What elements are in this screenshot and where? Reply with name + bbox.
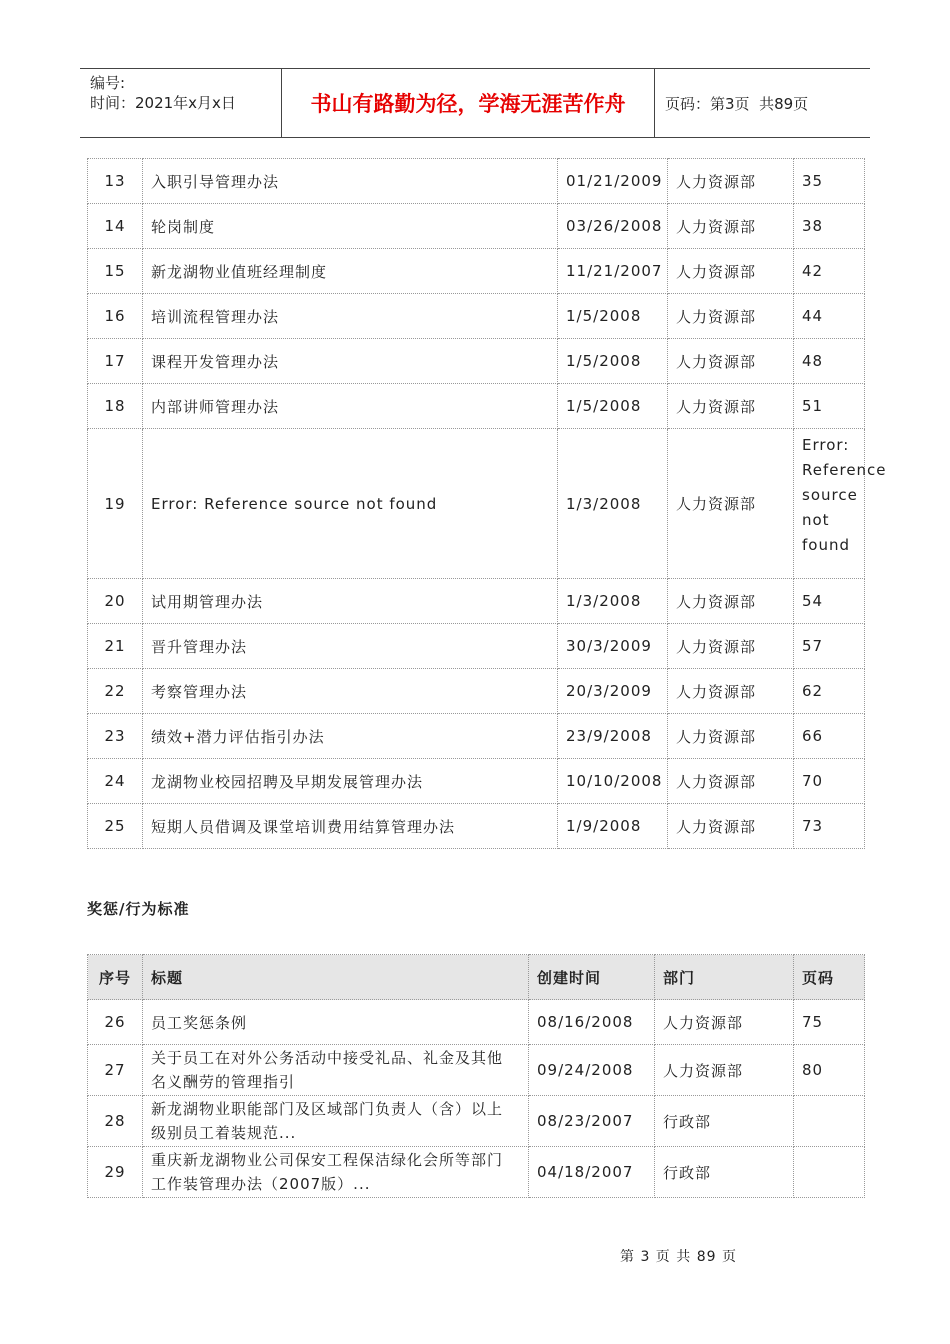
row-title: 绩效+潜力评估指引办法 xyxy=(143,714,558,759)
row-page: 57 xyxy=(794,624,865,669)
row-page: 73 xyxy=(794,804,865,849)
row-dept: 人力资源部 xyxy=(668,429,794,579)
table-row xyxy=(88,159,865,204)
header-page: 页码 xyxy=(794,955,865,1000)
row-number: 25 xyxy=(88,804,143,849)
row-title-line-2: 名义酬劳的管理指引 xyxy=(151,1073,296,1091)
row-number: 29 xyxy=(88,1147,143,1198)
row-title-line-1: 新龙湖物业职能部门及区域部门负责人（含）以上 xyxy=(151,1100,504,1118)
table-row xyxy=(88,759,865,804)
time-label: 时间：2021年x月x日 xyxy=(90,94,236,112)
row-dept: 人力资源部 xyxy=(668,384,794,429)
row-number: 13 xyxy=(88,159,143,204)
row-page: 80 xyxy=(794,1045,865,1096)
header-dept: 部门 xyxy=(655,955,794,1000)
row-date: 09/24/2008 xyxy=(529,1045,655,1096)
header-title: 标题 xyxy=(143,955,529,1000)
table-row xyxy=(88,384,865,429)
row-dept: 人力资源部 xyxy=(655,1045,794,1096)
row-date: 01/21/2009 xyxy=(558,159,668,204)
row-dept: 人力资源部 xyxy=(668,159,794,204)
row-title: 轮岗制度 xyxy=(143,204,558,249)
row-page: 62 xyxy=(794,669,865,714)
row-title-line-1: 关于员工在对外公务活动中接受礼品、礼金及其他 xyxy=(151,1049,504,1067)
row-dept: 人力资源部 xyxy=(668,579,794,624)
table-row xyxy=(88,804,865,849)
row-page: 51 xyxy=(794,384,865,429)
row-number: 26 xyxy=(88,1000,143,1045)
header-page-info xyxy=(655,69,870,137)
row-number: 17 xyxy=(88,339,143,384)
row-number: 20 xyxy=(88,579,143,624)
header-no: 序号 xyxy=(88,955,143,1000)
row-page: 48 xyxy=(794,339,865,384)
row-page: 54 xyxy=(794,579,865,624)
row-page xyxy=(794,1147,865,1198)
row-title: 考察管理办法 xyxy=(143,669,558,714)
header-date: 创建时间 xyxy=(529,955,655,1000)
row-title xyxy=(143,1045,529,1096)
row-dept: 人力资源部 xyxy=(668,804,794,849)
table-row xyxy=(88,714,865,759)
row-dept: 人力资源部 xyxy=(668,339,794,384)
row-page: 66 xyxy=(794,714,865,759)
row-title-line-1: 重庆新龙湖物业公司保安工程保洁绿化会所等部门 xyxy=(151,1151,504,1169)
row-number: 23 xyxy=(88,714,143,759)
row-date: 1/9/2008 xyxy=(558,804,668,849)
table-row xyxy=(88,579,865,624)
row-title-line-2: 级别员工着装规范... xyxy=(151,1124,297,1142)
row-number: 21 xyxy=(88,624,143,669)
row-number: 14 xyxy=(88,204,143,249)
row-title: 员工奖惩条例 xyxy=(143,1000,529,1045)
row-title: 龙湖物业校园招聘及早期发展管理办法 xyxy=(143,759,558,804)
table-row xyxy=(88,1096,865,1147)
row-date: 1/3/2008 xyxy=(558,579,668,624)
row-page: 44 xyxy=(794,294,865,339)
table-row xyxy=(88,339,865,384)
table-row xyxy=(88,294,865,339)
row-page: 38 xyxy=(794,204,865,249)
row-dept: 人力资源部 xyxy=(655,1000,794,1045)
row-date: 23/9/2008 xyxy=(558,714,668,759)
row-page: 75 xyxy=(794,1000,865,1045)
row-page: 42 xyxy=(794,249,865,294)
row-dept: 人力资源部 xyxy=(668,294,794,339)
row-number: 22 xyxy=(88,669,143,714)
row-date: 08/23/2007 xyxy=(529,1096,655,1147)
table-row xyxy=(88,624,865,669)
row-title: 晋升管理办法 xyxy=(143,624,558,669)
row-title: 入职引导管理办法 xyxy=(143,159,558,204)
row-dept: 行政部 xyxy=(655,1096,794,1147)
row-title: 培训流程管理办法 xyxy=(143,294,558,339)
row-date: 10/10/2008 xyxy=(558,759,668,804)
row-date: 04/18/2007 xyxy=(529,1147,655,1198)
reward-discipline-table xyxy=(87,954,865,1198)
row-page: 35 xyxy=(794,159,865,204)
row-date: 11/21/2007 xyxy=(558,249,668,294)
row-title: Error: Reference source not found xyxy=(143,429,558,579)
row-title: 内部讲师管理办法 xyxy=(143,384,558,429)
table-header-row xyxy=(88,955,865,1000)
document-index-table xyxy=(87,158,887,849)
page-header xyxy=(80,68,870,138)
row-page: Error: Reference source not found xyxy=(794,429,865,579)
row-dept: 人力资源部 xyxy=(668,669,794,714)
row-dept: 人力资源部 xyxy=(668,714,794,759)
row-date: 30/3/2009 xyxy=(558,624,668,669)
row-title xyxy=(143,1147,529,1198)
row-page: 70 xyxy=(794,759,865,804)
table-row xyxy=(88,669,865,714)
table-row xyxy=(88,1045,865,1096)
row-page xyxy=(794,1096,865,1147)
row-dept: 人力资源部 xyxy=(668,204,794,249)
row-date: 1/5/2008 xyxy=(558,339,668,384)
row-title-line-2: 工作装管理办法（2007版）... xyxy=(151,1175,371,1193)
table-row xyxy=(88,1000,865,1045)
row-title xyxy=(143,1096,529,1147)
row-number: 27 xyxy=(88,1045,143,1096)
header-meta xyxy=(80,69,282,137)
row-number: 28 xyxy=(88,1096,143,1147)
row-dept: 行政部 xyxy=(655,1147,794,1198)
number-label: 编号: xyxy=(90,74,126,92)
row-date: 1/5/2008 xyxy=(558,384,668,429)
row-dept: 人力资源部 xyxy=(668,624,794,669)
row-date: 03/26/2008 xyxy=(558,204,668,249)
header-slogan: 书山有路勤为径，学海无涯苦作舟 xyxy=(282,69,655,137)
table-row xyxy=(88,429,865,579)
row-title: 课程开发管理办法 xyxy=(143,339,558,384)
row-date: 1/5/2008 xyxy=(558,294,668,339)
row-number: 18 xyxy=(88,384,143,429)
row-number: 16 xyxy=(88,294,143,339)
row-date: 1/3/2008 xyxy=(558,429,668,579)
row-date: 08/16/2008 xyxy=(529,1000,655,1045)
row-number: 24 xyxy=(88,759,143,804)
table-row xyxy=(88,204,865,249)
row-title: 试用期管理办法 xyxy=(143,579,558,624)
page-label: 页码：第3页 共89页 xyxy=(665,94,809,113)
row-number: 15 xyxy=(88,249,143,294)
row-dept: 人力资源部 xyxy=(668,249,794,294)
page-footer: 第 3 页 共 89 页 xyxy=(620,1249,737,1265)
table-row xyxy=(88,249,865,294)
row-title: 新龙湖物业值班经理制度 xyxy=(143,249,558,294)
section-title: 奖惩/行为标准 xyxy=(87,900,190,918)
row-title: 短期人员借调及课堂培训费用结算管理办法 xyxy=(143,804,558,849)
row-dept: 人力资源部 xyxy=(668,759,794,804)
table-row xyxy=(88,1147,865,1198)
row-number: 19 xyxy=(88,429,143,579)
row-date: 20/3/2009 xyxy=(558,669,668,714)
